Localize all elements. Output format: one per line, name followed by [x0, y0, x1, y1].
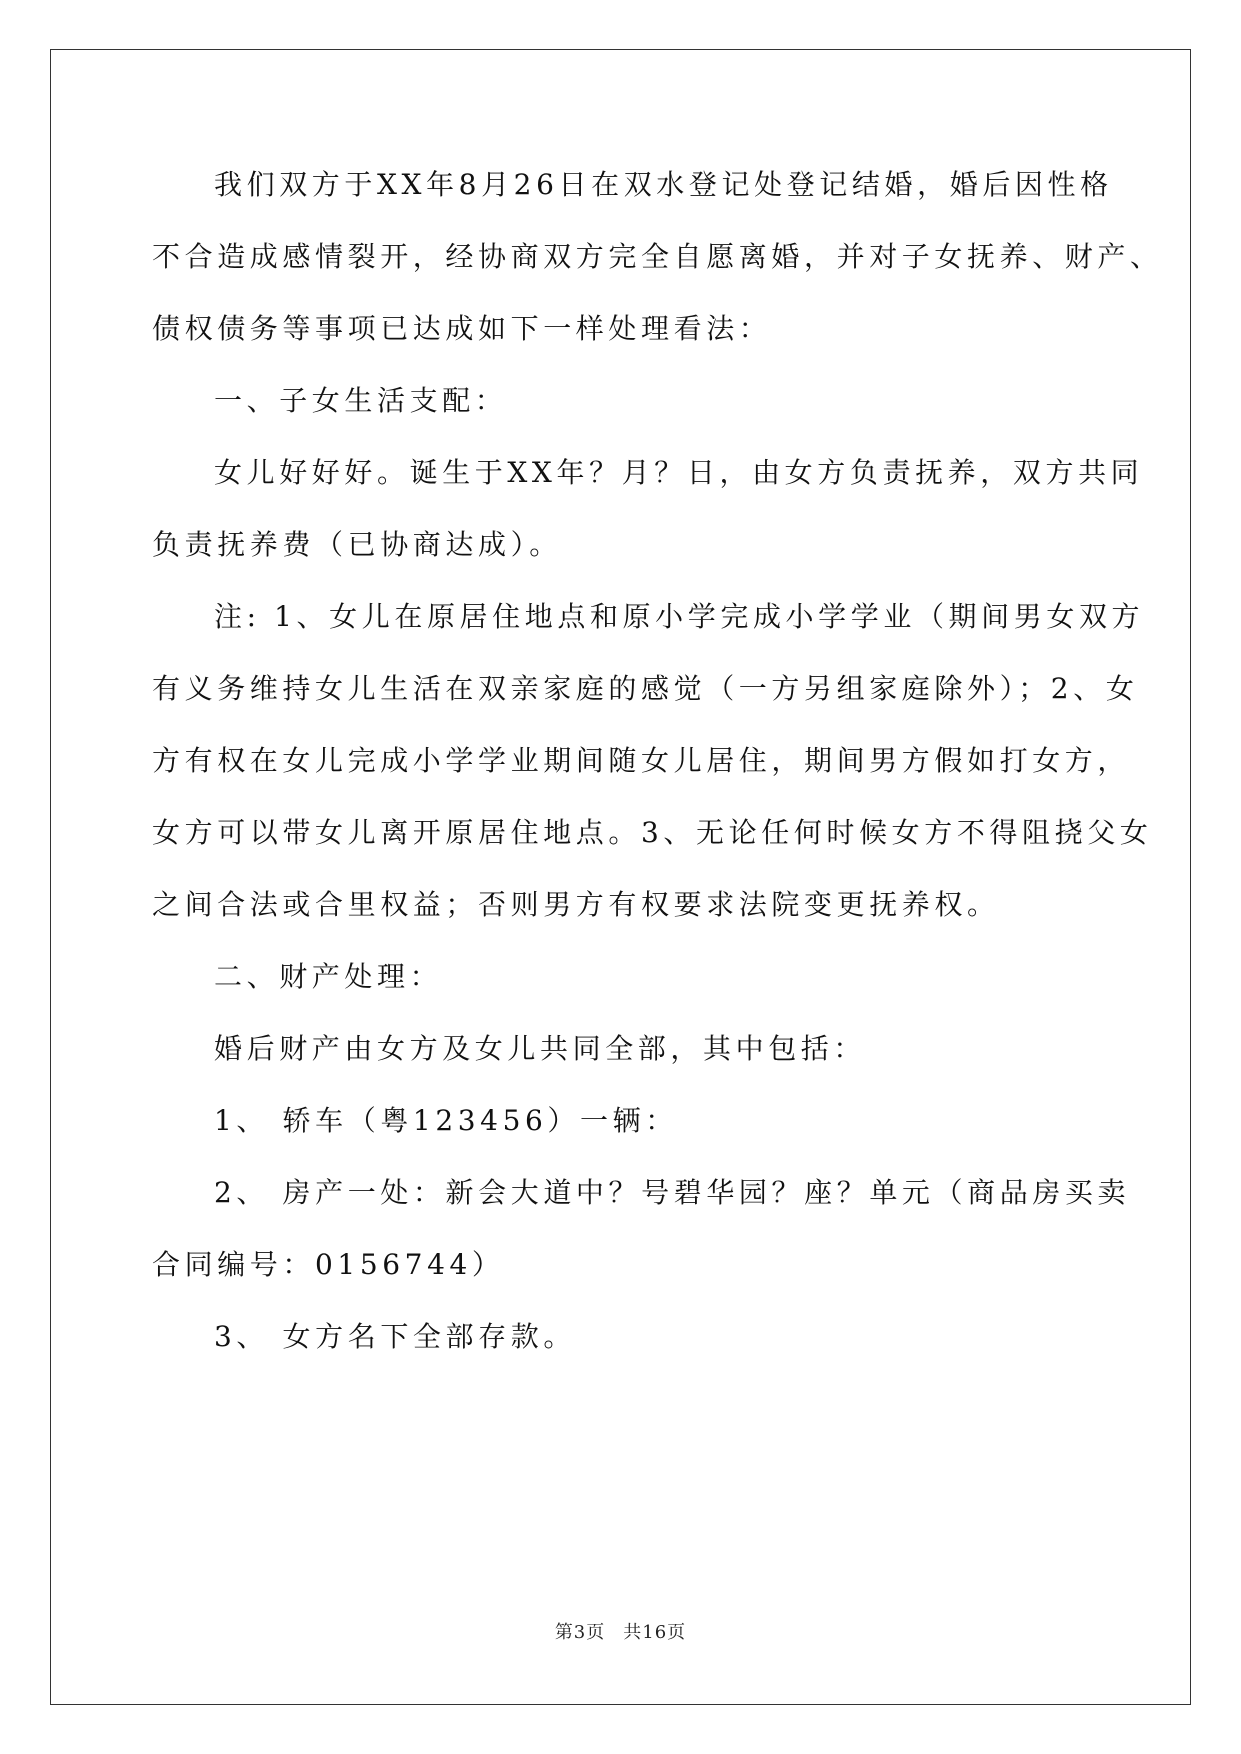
paragraph-intro-line-3: 债权债务等事项已达成如下一样处理看法： — [152, 312, 772, 345]
paragraph-note-line-4: 女方可以带女儿离开原居住地点。3、无论任何时候女方不得阻挠父女 — [152, 816, 1153, 849]
paragraph-intro-line-1: 我们双方于XX年8月26日在双水登记处登记结婚，婚后因性格 — [214, 168, 1113, 201]
paragraph-note-line-1: 注: 1、女儿在原居住地点和原小学完成小学学业（期间男女双方 — [214, 600, 1145, 633]
paragraph-intro-line-2: 不合造成感情裂开，经协商双方完全自愿离婚，并对子女抚养、财产、 — [152, 240, 1163, 273]
paragraph-note-line-5: 之间合法或合里权益；否则男方有权要求法院变更抚养权。 — [152, 888, 1000, 921]
page-number-total: 共16页 — [623, 1622, 687, 1643]
section-heading-children: 一、子女生活支配： — [214, 384, 508, 417]
page-footer — [0, 1621, 1241, 1645]
list-item-deposits: 3、 女方名下全部存款。 — [214, 1320, 576, 1353]
paragraph-note-line-2: 有义务维持女儿生活在双亲家庭的感觉（一方另组家庭除外）；2、女 — [152, 672, 1139, 705]
paragraph-note-line-3: 方有权在女儿完成小学学业期间随女儿居住，期间男方假如打女方， — [152, 744, 1131, 777]
list-item-car: 1、 轿车（粤123456）一辆： — [214, 1104, 678, 1137]
paragraph-daughter-line-2: 负责抚养费（已协商达成）。 — [152, 528, 562, 561]
list-item-house-line-1: 2、 房产一处：新会大道中？号碧华园？座？单元（商品房买卖 — [214, 1176, 1131, 1209]
paragraph-property-intro: 婚后财产由女方及女儿共同全部，其中包括： — [214, 1032, 867, 1065]
list-item-house-line-2: 合同编号：0156744） — [152, 1248, 505, 1281]
page-number-current: 第3页 — [554, 1622, 606, 1643]
paragraph-daughter-line-1: 女儿好好好。诞生于XX年？月？日，由女方负责抚养，双方共同 — [214, 456, 1144, 489]
section-heading-property: 二、财产处理： — [214, 960, 443, 993]
page-border — [50, 49, 1191, 1705]
